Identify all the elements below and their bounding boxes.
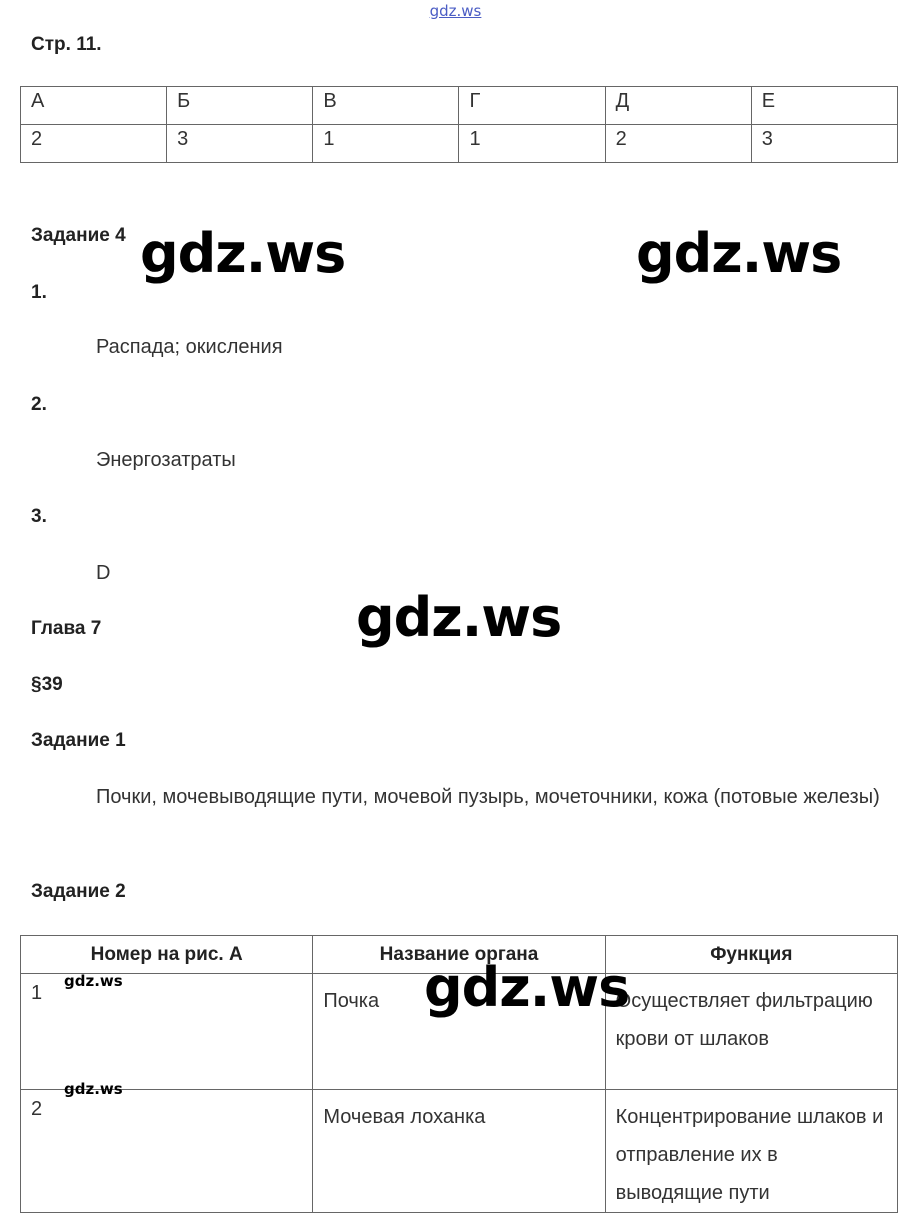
table-header-cell: А (21, 87, 167, 125)
task1-answer: Почки, мочевыводящие пути, мочевой пузырь, мочеточники, кожа (потовые железы) (96, 786, 880, 808)
table-cell: 3 (751, 125, 897, 163)
answer-table-1 (20, 86, 898, 163)
task4-item-2-answer: Энергозатраты (96, 449, 236, 471)
task4-item-3-answer: D (96, 562, 111, 584)
table-header-cell: Д (605, 87, 751, 125)
page-reference: Стр. 11. (31, 34, 102, 55)
table-header-cell: Функция (605, 936, 897, 974)
watermark: gdz.ws (64, 972, 123, 990)
watermark: gdz.ws (64, 1080, 123, 1098)
table-cell: 3 (167, 125, 313, 163)
table-cell: Концентрирование шлаков и отправление их в выводящие пути (605, 1090, 897, 1213)
table-cell: 2 (21, 1090, 313, 1213)
task4-item-1-answer: Распада; окисления (96, 336, 283, 358)
chapter-heading: Глава 7 (31, 618, 102, 639)
task4-item-1-number: 1. (31, 282, 47, 303)
table-cell: 2 (21, 125, 167, 163)
table-header-cell: Г (459, 87, 605, 125)
paragraph-heading: §39 (31, 674, 63, 695)
watermark: gdz.ws (140, 222, 346, 285)
table-row (21, 125, 898, 163)
task4-item-2-number: 2. (31, 394, 47, 415)
table-cell: Осуществляет фильтрацию крови от шлаков (605, 974, 897, 1090)
table-header-cell: Название органа (313, 936, 605, 974)
watermark: gdz.ws (636, 222, 842, 285)
table-cell: 1 (313, 125, 459, 163)
task4-title: Задание 4 (31, 225, 126, 246)
table-cell: 2 (605, 125, 751, 163)
table-cell: Почка (313, 974, 605, 1090)
table-cell: Мочевая лоханка (313, 1090, 605, 1213)
task2-title: Задание 2 (31, 881, 126, 902)
watermark: gdz.ws (356, 586, 562, 649)
table-row (21, 87, 898, 125)
watermark: gdz.ws (424, 956, 630, 1019)
task1-title: Задание 1 (31, 730, 126, 751)
table-header-cell: Номер на рис. А (21, 936, 313, 974)
table-cell: 1 (459, 125, 605, 163)
table-header-cell: В (313, 87, 459, 125)
task4-item-3-number: 3. (31, 506, 47, 527)
table-row (21, 1090, 898, 1213)
table-header-cell: Е (751, 87, 897, 125)
table-header-cell: Б (167, 87, 313, 125)
top-watermark-link[interactable]: gdz.ws (429, 2, 482, 20)
table-cell: 1 (21, 974, 313, 1090)
